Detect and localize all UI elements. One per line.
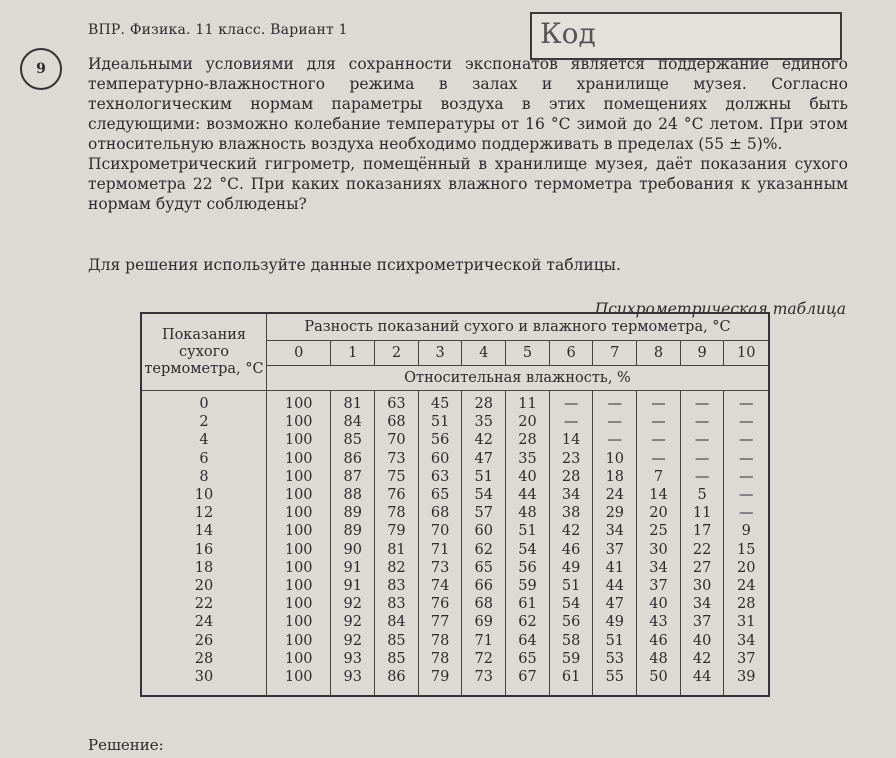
humidity-cell: 37 [649, 578, 668, 595]
humidity-cell: 59 [561, 650, 581, 667]
task-paragraph-2: Психрометрический гигрометр, помещённый в хранилище музея, даёт показания сухого термометра 22 °С. При каких показаниях влажного термометра требования к указанным нормам будут соблюдены? [88, 155, 848, 213]
humidity-cell: 93 [343, 650, 362, 667]
humidity-cell: 9 [741, 523, 751, 540]
humidity-cell: 37 [692, 614, 712, 631]
humidity-cell: 91 [343, 578, 362, 595]
dry-temperature-column [141, 391, 267, 697]
humidity-cell: 25 [649, 523, 668, 540]
humidity-cell: 24 [605, 487, 625, 504]
humidity-cell: — [607, 396, 623, 412]
humidity-cell: 90 [343, 541, 362, 558]
humidity-cell: 76 [430, 596, 450, 613]
humidity-cell: 14 [561, 432, 581, 449]
humidity-cell: 27 [692, 559, 712, 576]
humidity-cell: 81 [387, 541, 406, 558]
humidity-cell: 73 [387, 450, 406, 467]
humidity-cell: 20 [649, 505, 668, 522]
humidity-column-0 [267, 391, 331, 697]
humidity-column-4 [462, 391, 506, 697]
humidity-cell: 65 [474, 559, 493, 576]
humidity-cell: 50 [649, 669, 668, 686]
difference-header-1: 1 [331, 341, 375, 366]
humidity-cell: — [738, 450, 754, 467]
humidity-cell: 54 [561, 596, 581, 613]
dry-temperature-value: 2 [199, 414, 209, 431]
humidity-column-10 [724, 391, 769, 697]
humidity-cell: 66 [474, 578, 493, 595]
humidity-cell: — [694, 468, 710, 485]
humidity-cell: 100 [284, 614, 313, 631]
humidity-cell: — [651, 414, 666, 431]
humidity-cell: 61 [518, 596, 537, 613]
humidity-cell: 28 [737, 596, 756, 613]
humidity-cell: 100 [284, 505, 313, 522]
humidity-cell: 14 [649, 487, 668, 504]
humidity-cell: 68 [387, 414, 406, 431]
humidity-column-9 [680, 391, 724, 697]
humidity-cell: — [607, 432, 623, 449]
humidity-cell: — [563, 396, 579, 412]
humidity-cell: 46 [649, 632, 668, 649]
dry-temperature-value: 10 [194, 487, 214, 504]
humidity-cell: 44 [518, 487, 537, 504]
difference-header-9: 9 [680, 341, 724, 366]
humidity-cell: 83 [387, 596, 406, 613]
humidity-cell: 92 [343, 614, 362, 631]
humidity-column-6 [549, 391, 593, 697]
humidity-cell: 43 [649, 614, 668, 631]
humidity-cell: 70 [387, 432, 406, 449]
humidity-cell: 73 [430, 559, 450, 576]
humidity-cell: 63 [430, 468, 450, 485]
humidity-cell: 78 [430, 650, 450, 667]
humidity-cell: 40 [649, 596, 668, 613]
humidity-cell: 59 [518, 578, 537, 595]
dry-temperature-value: 16 [194, 541, 214, 558]
humidity-cell: 56 [430, 432, 450, 449]
humidity-cell: 85 [343, 432, 362, 449]
humidity-cell: 78 [430, 632, 450, 649]
humidity-cell: 69 [474, 614, 493, 631]
humidity-cell: 39 [737, 669, 756, 686]
humidity-cell: 82 [387, 559, 406, 576]
humidity-cell: 74 [430, 578, 450, 595]
difference-header-10: 10 [724, 341, 769, 366]
humidity-cell: 49 [561, 559, 581, 576]
humidity-cell: 100 [284, 396, 313, 412]
humidity-cell: 61 [561, 669, 581, 686]
humidity-cell: — [694, 396, 710, 412]
humidity-cell: 11 [518, 396, 537, 412]
task-instruction: Для решения используйте данные психрометрической таблицы. [88, 256, 621, 274]
code-label: Код [540, 17, 596, 50]
dry-temperature-value: 4 [199, 432, 209, 449]
humidity-cell: 47 [474, 450, 493, 467]
task-text [88, 54, 848, 214]
psychrometric-table [140, 312, 770, 697]
humidity-cell: 84 [343, 414, 362, 431]
humidity-cell: 100 [284, 450, 313, 467]
humidity-cell: 100 [284, 559, 313, 576]
dry-temperature-value: 14 [194, 523, 214, 540]
humidity-cell: 100 [284, 578, 313, 595]
humidity-cell: 84 [387, 614, 406, 631]
difference-header-5: 5 [506, 341, 550, 366]
humidity-cell: 44 [692, 669, 712, 686]
difference-header-6: 6 [549, 341, 593, 366]
humidity-cell: — [651, 450, 666, 467]
difference-header-2: 2 [375, 341, 419, 366]
humidity-cell: 83 [387, 578, 406, 595]
humidity-cell: 100 [284, 632, 313, 649]
humidity-cell: — [651, 432, 666, 449]
humidity-cell: 100 [284, 541, 313, 558]
humidity-cell: 22 [692, 541, 712, 558]
humidity-cell: 28 [518, 432, 537, 449]
humidity-cell: 37 [605, 541, 625, 558]
humidity-cell: 20 [518, 414, 537, 431]
humidity-cell: 65 [430, 487, 450, 504]
difference-header-4: 4 [462, 341, 506, 366]
humidity-cell: 44 [605, 578, 625, 595]
humidity-cell: — [738, 432, 754, 449]
humidity-cell: 41 [605, 559, 625, 576]
humidity-cell: 48 [649, 650, 668, 667]
humidity-column-3 [418, 391, 462, 697]
header-relative-humidity: Относительная влажность, % [267, 366, 770, 391]
humidity-cell: 24 [737, 578, 756, 595]
difference-header-8: 8 [637, 341, 681, 366]
humidity-cell: 20 [737, 559, 756, 576]
humidity-cell: 11 [692, 505, 712, 522]
header-dry-thermometer: Показания сухого термометра, °С [141, 313, 267, 391]
humidity-cell: 53 [605, 650, 625, 667]
humidity-cell: 85 [387, 650, 406, 667]
humidity-cell: 18 [605, 468, 625, 485]
humidity-cell: 34 [605, 523, 625, 540]
dry-temperature-value: 24 [194, 614, 214, 631]
humidity-cell: 42 [561, 523, 581, 540]
humidity-cell: 56 [561, 614, 581, 631]
humidity-cell: 100 [284, 650, 313, 667]
humidity-cell: 54 [474, 487, 493, 504]
humidity-cell: 54 [518, 541, 537, 558]
humidity-cell: 56 [518, 559, 537, 576]
humidity-cell: 92 [343, 596, 362, 613]
code-box[interactable] [530, 12, 842, 60]
humidity-column-2 [375, 391, 419, 697]
humidity-cell: 34 [737, 632, 756, 649]
humidity-cell: 28 [561, 468, 581, 485]
dry-temperature-value: 22 [194, 596, 214, 613]
header-difference: Разность показаний сухого и влажного термометра, °С [267, 313, 770, 341]
humidity-cell: 63 [387, 396, 406, 412]
humidity-cell: 23 [561, 450, 581, 467]
humidity-cell: 42 [474, 432, 493, 449]
humidity-cell: — [607, 414, 623, 431]
humidity-cell: 40 [518, 468, 537, 485]
humidity-cell: 42 [692, 650, 712, 667]
humidity-cell: 57 [474, 505, 493, 522]
humidity-cell: — [694, 414, 710, 431]
humidity-cell: 51 [561, 578, 581, 595]
humidity-cell: 62 [474, 541, 493, 558]
dry-temperature-value: 30 [194, 669, 214, 686]
humidity-cell: 38 [561, 505, 581, 522]
humidity-cell: — [694, 432, 710, 449]
humidity-cell: — [563, 414, 579, 431]
humidity-cell: 49 [605, 614, 625, 631]
humidity-cell: 93 [343, 669, 362, 686]
dry-temperature-value: 0 [199, 396, 209, 412]
humidity-cell: 45 [430, 396, 450, 412]
humidity-cell: 91 [343, 559, 362, 576]
humidity-column-1 [331, 391, 375, 697]
humidity-cell: 17 [692, 523, 712, 540]
humidity-cell: 35 [518, 450, 537, 467]
humidity-cell: 30 [692, 578, 712, 595]
task-number: 9 [20, 48, 62, 90]
humidity-cell: 37 [737, 650, 756, 667]
humidity-cell: 85 [387, 632, 406, 649]
humidity-cell: 92 [343, 632, 362, 649]
humidity-cell: 5 [697, 487, 707, 504]
humidity-cell: 100 [284, 596, 313, 613]
humidity-cell: 100 [284, 414, 313, 431]
humidity-cell: 86 [387, 669, 406, 686]
humidity-cell: 58 [561, 632, 581, 649]
humidity-cell: 79 [430, 669, 450, 686]
humidity-column-7 [593, 391, 637, 697]
humidity-cell: 78 [387, 505, 406, 522]
humidity-cell: 34 [561, 487, 581, 504]
humidity-cell: 100 [284, 669, 313, 686]
humidity-cell: 46 [561, 541, 581, 558]
humidity-cell: 89 [343, 505, 362, 522]
humidity-cell: 31 [737, 614, 756, 631]
humidity-cell: 7 [653, 468, 664, 485]
humidity-cell: 72 [474, 650, 493, 667]
humidity-cell: — [738, 396, 754, 412]
humidity-cell: — [738, 468, 754, 485]
humidity-cell: 51 [430, 414, 450, 431]
humidity-cell: — [738, 505, 754, 522]
humidity-cell: 55 [605, 669, 625, 686]
humidity-cell: 100 [284, 487, 313, 504]
humidity-cell: 86 [343, 450, 362, 467]
humidity-column-5 [506, 391, 550, 697]
humidity-cell: 100 [284, 468, 313, 485]
humidity-cell: 64 [518, 632, 537, 649]
humidity-cell: 60 [430, 450, 450, 467]
humidity-column-8 [637, 391, 681, 697]
humidity-cell: 70 [430, 523, 450, 540]
humidity-cell: 73 [474, 669, 493, 686]
humidity-cell: 100 [284, 432, 313, 449]
dry-temperature-value: 6 [199, 450, 209, 467]
humidity-cell: 47 [605, 596, 625, 613]
solution-label: Решение: [88, 736, 164, 754]
humidity-cell: 51 [518, 523, 537, 540]
dry-temperature-value: 28 [194, 650, 214, 667]
humidity-cell: 71 [430, 541, 450, 558]
humidity-cell: 65 [518, 650, 537, 667]
humidity-cell: 79 [387, 523, 406, 540]
humidity-cell: — [738, 414, 754, 431]
dry-temperature-value: 20 [194, 578, 214, 595]
table-body-row [141, 391, 769, 697]
dry-temperature-value: 12 [194, 505, 214, 522]
humidity-cell: 34 [649, 559, 668, 576]
humidity-cell: 10 [605, 450, 625, 467]
humidity-cell: 81 [343, 396, 362, 412]
humidity-cell: 28 [474, 396, 493, 412]
humidity-cell: — [694, 450, 710, 467]
dry-temperature-value: 8 [199, 468, 209, 485]
humidity-cell: 68 [430, 505, 450, 522]
humidity-cell: 48 [518, 505, 537, 522]
humidity-cell: 51 [474, 468, 493, 485]
humidity-cell: 75 [387, 468, 406, 485]
humidity-cell: 100 [284, 523, 313, 540]
variant-header: ВПР. Физика. 11 класс. Вариант 1 [88, 22, 348, 38]
humidity-cell: 68 [474, 596, 493, 613]
humidity-cell: 40 [692, 632, 712, 649]
humidity-cell: 15 [737, 541, 756, 558]
humidity-cell: 67 [518, 669, 537, 686]
humidity-cell: — [651, 396, 666, 412]
humidity-cell: 76 [387, 487, 406, 504]
humidity-cell: 77 [430, 614, 450, 631]
dry-temperature-value: 18 [194, 559, 214, 576]
humidity-cell: 89 [343, 523, 362, 540]
humidity-cell: 60 [474, 523, 493, 540]
humidity-cell: 62 [518, 614, 537, 631]
dry-temperature-value: 26 [194, 632, 214, 649]
humidity-cell: — [738, 487, 754, 504]
humidity-cell: 51 [605, 632, 625, 649]
humidity-cell: 87 [343, 468, 362, 485]
humidity-cell: 88 [343, 487, 362, 504]
humidity-cell: 34 [692, 596, 712, 613]
task-paragraph-1: Идеальными условиями для сохранности экспонатов является поддержание единого температурно-влажностного режима в залах и хранилище музея. Согласно технологическим нормам параметры воздуха в этих помещениях должны быть следующими: возможно колебание температуры от 16 °С зимой до 24 °С летом. При этом относительную влажность воздуха необходимо поддерживать в пределах (55 ± 5)%. [88, 55, 848, 153]
humidity-cell: 29 [605, 505, 625, 522]
humidity-cell: 35 [474, 414, 493, 431]
difference-header-0: 0 [267, 341, 331, 366]
difference-header-3: 3 [418, 341, 462, 366]
difference-header-7: 7 [593, 341, 637, 366]
table-caption: Психрометрическая таблица [594, 300, 846, 318]
humidity-cell: 71 [474, 632, 493, 649]
humidity-cell: 30 [649, 541, 668, 558]
